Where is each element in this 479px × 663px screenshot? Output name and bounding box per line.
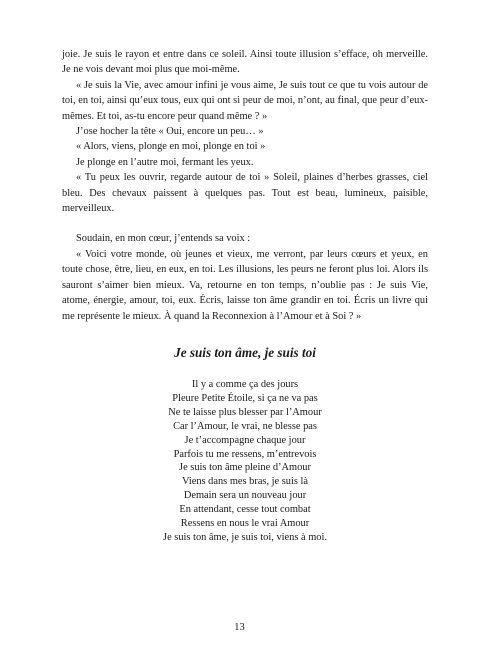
paragraph-continuation: joie. Je suis le rayon et entre dans ce soleil. Ainsi toute illusion s’efface, oh merveille. Je ne vois devant moi plus que moi-même. <box>62 49 428 76</box>
paragraph-dive-invitation: « Alors, viens, plonge en moi, plonge en toi » <box>76 141 266 153</box>
paragraph-message: « Voici votre monde, où jeunes et vieux, me verront, par leurs cœurs et yeux, en toute chose, être, lieu, en eux, en toi. Les illusions, les peurs ne feront plus loi. Alors ils sauront s’aimer bien mieux. Va, retourne en ton temps, n’oublie pas : Je suis Vie, atome, énergie, amour, toi, eux. Écris, laisse ton âme grandir en toi. Écris un livre qui me représente le mieux. À quand la Reconnexion à l’Amour et à Soi ? » <box>62 248 428 322</box>
poem-line: Pleure Petite Étoile, si ça ne va pas <box>172 392 318 404</box>
poem-line: Je suis ton âme, je suis toi, viens à moi. <box>163 531 327 543</box>
poem-line: Ressens en nous le vrai Amour <box>180 518 310 530</box>
poem-line: Il y a comme ça des jours <box>191 379 299 390</box>
paragraph-nod: J’ose hocher la tête « Oui, encore un peu… » <box>76 126 264 138</box>
poem-line: Parfois tu me ressens, m’entrevois <box>173 448 317 460</box>
poem-line: Je suis ton âme pleine d’Amour <box>179 462 311 474</box>
poem-line: Demain sera un nouveau jour <box>183 490 307 502</box>
poem-line: En attendant, cesse tout combat <box>179 504 311 516</box>
paragraph-open-eyes: « Tu peux les ouvrir, regarde autour de toi » Soleil, plaines d’herbes grasses, ciel bleu. Des chevaux paissent à quelques pas. Tout est beau, lumineux, paisible, merveilleux. <box>62 172 428 215</box>
poem-line: Je t’accompagne chaque jour <box>184 434 306 446</box>
paragraph-voice: Soudain, en mon cœur, j’entends sa voix : <box>76 233 251 245</box>
poem-title: Je suis ton âme, je suis toi <box>174 345 316 360</box>
paragraph-life-speech: « Je suis la Vie, avec amour infini je vous aime, Je suis tout ce que tu vois autour de toi, en toi, ainsi qu’eux tous, eux qui ont si peur de moi, n’ont, au final, que peur d’eux-mêmes. Et toi, as-tu encore peur quand même ? » <box>62 79 428 122</box>
paragraph-dive: Je plonge en l’autre moi, fermant les yeux. <box>76 156 254 168</box>
poem-line: Ne te laisse plus blesser par l’Amour <box>168 406 322 418</box>
poem-line: Viens dans mes bras, je suis là <box>181 476 309 488</box>
poem-line: Car l’Amour, le vrai, ne blesse pas <box>173 420 317 432</box>
prose-section <box>62 47 428 324</box>
poem <box>62 378 428 545</box>
page-number: 13 <box>234 622 245 633</box>
